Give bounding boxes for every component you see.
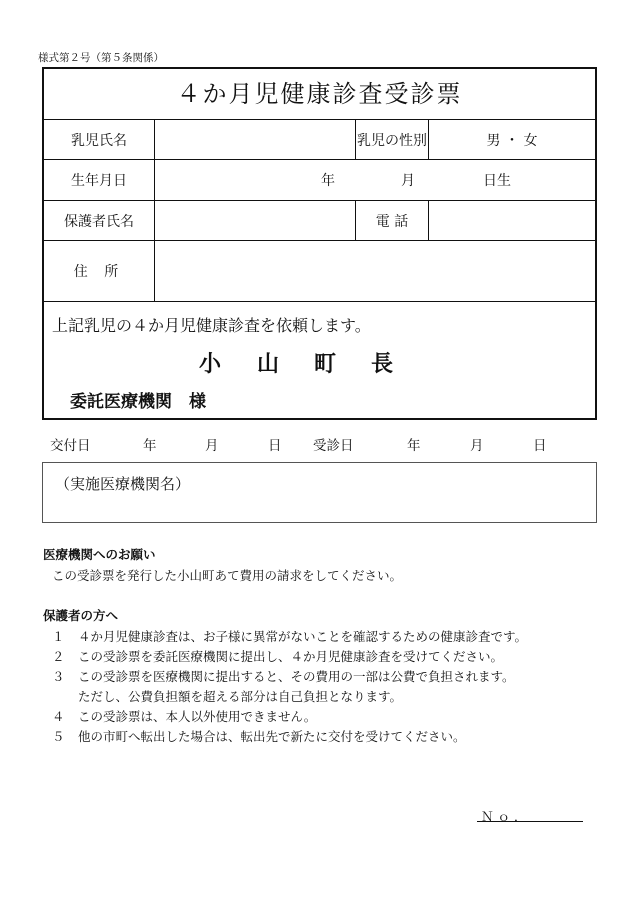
institution-name-box[interactable] (42, 462, 597, 523)
guardian-name-label: 保護者氏名 (44, 201, 155, 241)
form-number: 様式第２号（第５条関係） (38, 52, 164, 64)
note-text: この受診票は、本人以外使用できません。 (78, 709, 317, 724)
birth-day-unit: 日生 (483, 173, 511, 189)
exam-month-unit: 月 (470, 438, 484, 454)
infant-sex-options[interactable]: 男 ・ 女 (429, 120, 596, 160)
mayor-char: 長 (371, 351, 395, 377)
note-number: ５ (52, 729, 65, 744)
mayor-signature (199, 347, 394, 378)
request-statement: 上記乳児の４か月児健康診査を依頼します。 (52, 316, 371, 335)
phone-field[interactable] (429, 201, 596, 241)
issue-date-label: 交付日 (50, 438, 91, 454)
note-number: ３ (52, 669, 65, 684)
mayor-char: 町 (314, 351, 338, 377)
mayor-char: 小 (199, 351, 223, 377)
referral-form-box (42, 67, 597, 420)
infant-info-table (44, 119, 595, 302)
note-number: １ (52, 629, 65, 644)
birthdate-label: 生年月日 (44, 160, 155, 201)
note-text: ただし、公費負担額を超える部分は自己負担となります。 (78, 689, 403, 704)
guardian-name-field[interactable] (155, 201, 356, 241)
birthdate-field[interactable] (155, 160, 596, 201)
phone-label: 電 話 (356, 201, 429, 241)
birth-year-unit: 年 (321, 173, 335, 189)
exam-year-unit: 年 (407, 438, 421, 454)
note-number: ２ (52, 649, 65, 664)
address-label: 住 所 (44, 241, 155, 302)
exam-date-label: 受診日 (313, 438, 354, 454)
institution-name-label: （実施医療機関名） (55, 475, 191, 493)
note-number: ４ (52, 709, 65, 724)
medical-request-heading: 医療機関へのお願い (43, 547, 156, 562)
address-field[interactable] (155, 241, 596, 302)
note-text: ４か月児健康診査は、お子様に異常がないことを確認するための健康診査です。 (78, 629, 528, 644)
issue-year-unit: 年 (143, 438, 157, 454)
guardian-notes-heading: 保護者の方へ (43, 608, 119, 623)
issue-month-unit: 月 (205, 438, 219, 454)
form-title: ４か月児健康診査受診票 (44, 69, 595, 120)
mayor-char: 山 (257, 351, 281, 377)
birth-month-unit: 月 (401, 173, 415, 189)
infant-name-field[interactable] (155, 120, 356, 160)
serial-number-label: Ｎｏ． (481, 809, 531, 824)
serial-number-field[interactable] (477, 821, 583, 822)
exam-day-unit: 日 (533, 438, 547, 454)
note-text: 他の市町へ転出した場合は、転出先で新たに交付を受けてください。 (78, 729, 466, 744)
infant-name-label: 乳児氏名 (44, 120, 155, 160)
medical-request-text: この受診票を発行した小山町あて費用の請求をしてください。 (52, 568, 403, 583)
destination: 委託医療機関 様 (70, 392, 206, 412)
note-text: この受診票を委託医療機関に提出し、４か月児健康診査を受けてください。 (78, 649, 504, 664)
note-text: この受診票を医療機関に提出すると、その費用の一部は公費で負担されます。 (78, 669, 515, 684)
infant-sex-label: 乳児の性別 (356, 120, 429, 160)
issue-day-unit: 日 (268, 438, 282, 454)
